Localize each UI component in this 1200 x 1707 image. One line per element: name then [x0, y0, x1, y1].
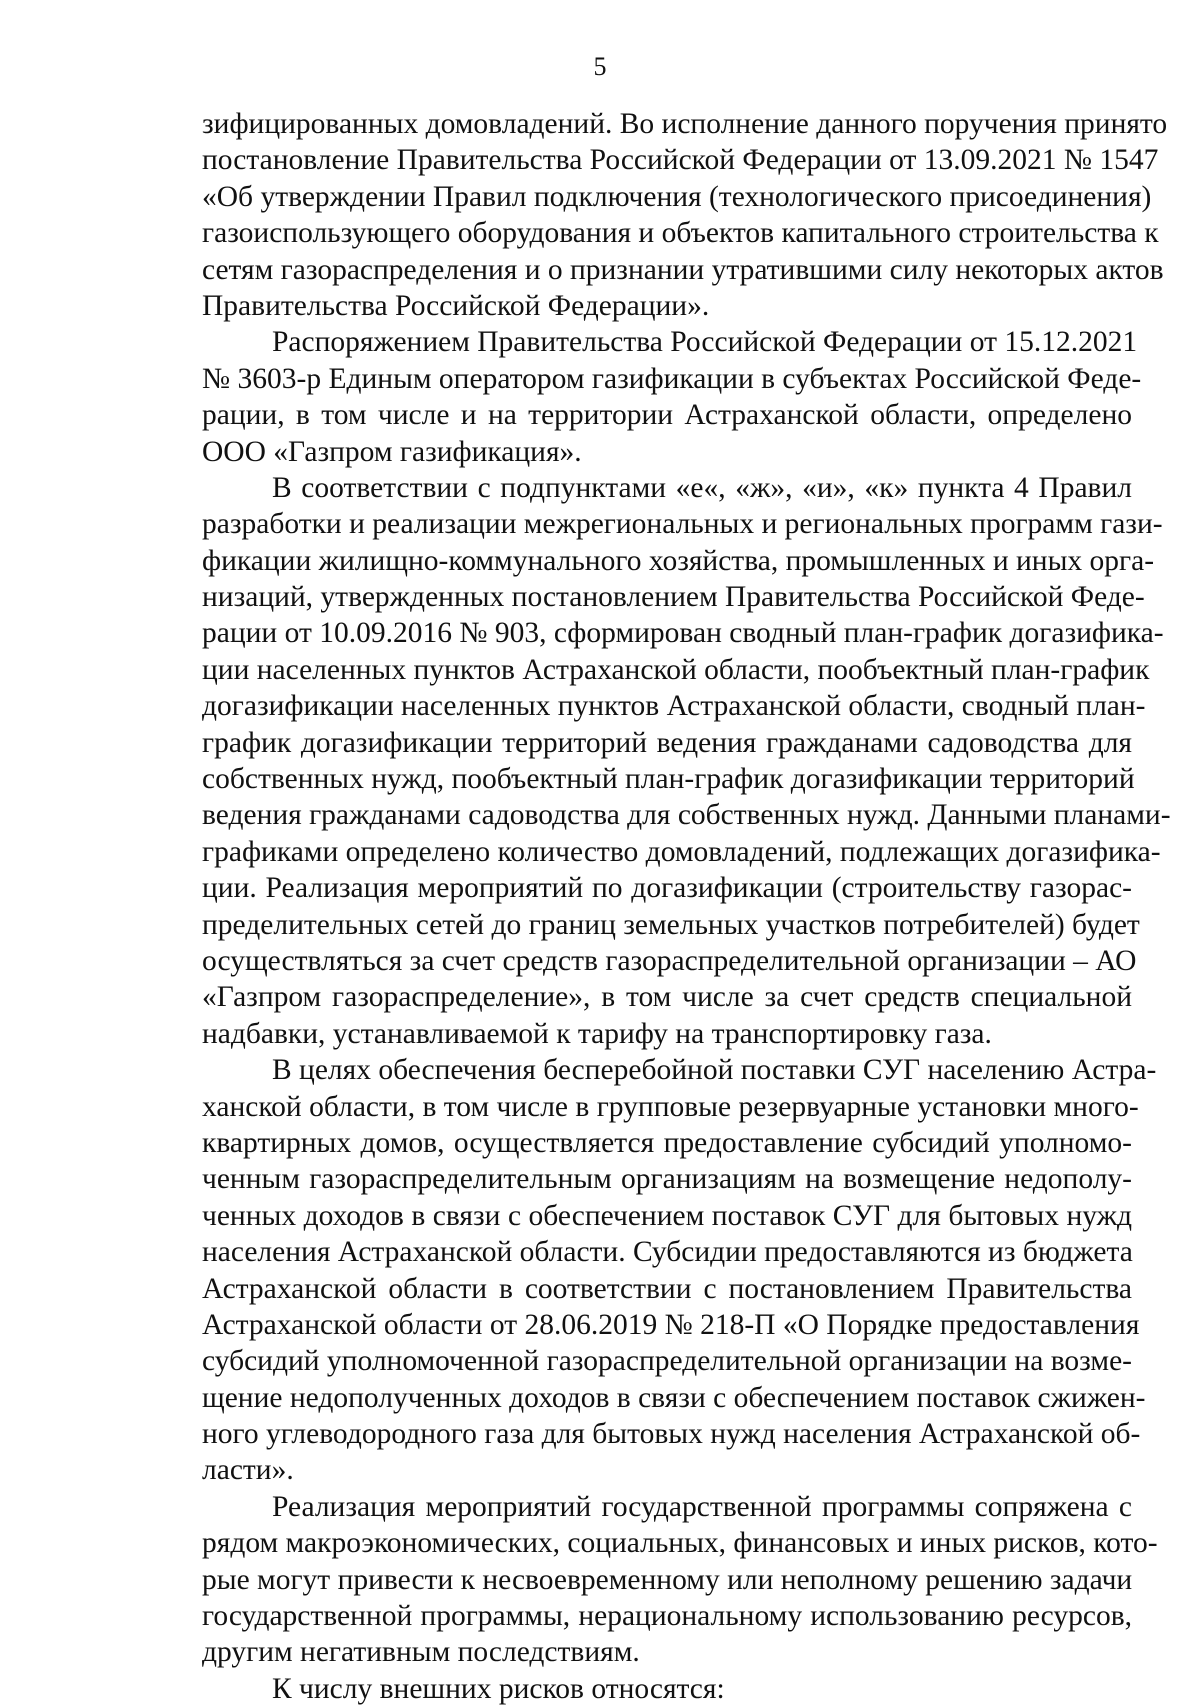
- text-line: Распоряжением Правительства Российской Федерации от 15.12.2021: [272, 326, 1138, 359]
- text-line: № 3603-р Единым оператором газификации в субъектах Российской Феде-: [202, 362, 1142, 395]
- text-line: рые могут привести к несвоевременному или неполному решению задачи: [202, 1563, 1133, 1596]
- text-line: ООО «Газпром газификация».: [202, 435, 582, 468]
- text-line: рядом макроэкономических, социальных, финансовых и иных рисков, кото-: [202, 1527, 1158, 1560]
- text-line: надбавки, устанавливаемой к тарифу на транспортировку газа.: [202, 1017, 992, 1050]
- text-line: пределительных сетей до границ земельных участков потребителей) будет: [202, 908, 1140, 941]
- text-line: «Газпром газораспределение», в том числе за счет средств специальной: [202, 981, 1132, 1014]
- text-line: график догазификации территорий ведения гражданами садоводства для: [202, 726, 1132, 759]
- text-line: населения Астраханской области. Субсидии предоставляются из бюджета: [202, 1236, 1133, 1269]
- text-line: Астраханской области в соответствии с постановлением Правительства: [202, 1272, 1132, 1305]
- text-line: рации, в том числе и на территории Астраханской области, определено: [202, 399, 1132, 432]
- text-line: ханской области, в том числе в групповые резервуарные установки много-: [202, 1090, 1139, 1123]
- text-line: ченных доходов в связи с обеспечением поставок СУГ для бытовых нужд: [202, 1199, 1132, 1232]
- text-line: газоиспользующего оборудования и объектов капитального строительства к: [202, 217, 1159, 250]
- text-line: низаций, утвержденных постановлением Правительства Российской Феде-: [202, 581, 1145, 614]
- text-line: фикации жилищно-коммунального хозяйства, промышленных и иных орга-: [202, 544, 1155, 577]
- body-text: [202, 106, 1171, 1707]
- text-line: собственных нужд, пообъектный план-график догазификации территорий: [202, 763, 1135, 796]
- text-line: «Об утверждении Правил подключения (технологического присоединения): [202, 180, 1152, 213]
- page-number: 5: [593, 52, 607, 81]
- text-line: Реализация мероприятий государственной программы сопряжена с: [272, 1490, 1132, 1523]
- text-line: разработки и реализации межрегиональных и региональных программ гази-: [202, 508, 1163, 541]
- text-line: Правительства Российской Федерации».: [202, 289, 710, 322]
- text-line: осуществляться за счет средств газораспределительной организации – АО: [202, 944, 1137, 977]
- text-line: догазификации населенных пунктов Астраханской области, сводный план-: [202, 690, 1146, 723]
- text-line: графиками определено количество домовладений, подлежащих догазифика-: [202, 835, 1161, 868]
- text-line: ного углеводородного газа для бытовых нужд населения Астраханской об-: [202, 1418, 1141, 1451]
- text-line: квартирных домов, осуществляется предоставление субсидий уполномо-: [202, 1126, 1132, 1159]
- text-line: В соответствии с подпунктами «е«, «ж», «и», «к» пункта 4 Правил: [272, 471, 1132, 504]
- text-line: ции. Реализация мероприятий по догазификации (строительству газорас-: [202, 872, 1132, 905]
- text-line: государственной программы, нерациональному использованию ресурсов,: [202, 1600, 1132, 1633]
- text-line: щение недополученных доходов в связи с обеспечением поставок сжижен-: [202, 1381, 1146, 1414]
- text-line: другим негативным последствиям.: [202, 1636, 640, 1669]
- text-line: Астраханской области от 28.06.2019 № 218-П «О Порядке предоставления: [202, 1308, 1140, 1341]
- text-line: постановление Правительства Российской Федерации от 13.09.2021 № 1547: [202, 144, 1159, 177]
- text-line: В целях обеспечения бесперебойной поставки СУГ населению Астра-: [272, 1054, 1157, 1087]
- text-line: ции населенных пунктов Астраханской области, пообъектный план-график: [202, 653, 1150, 686]
- text-line: рации от 10.09.2016 № 903, сформирован сводный план-график догазифика-: [202, 617, 1164, 650]
- text-line: ведения гражданами садоводства для собственных нужд. Данными планами-: [202, 799, 1171, 832]
- text-line: сетям газораспределения и о признании утратившими силу некоторых актов: [202, 253, 1164, 286]
- text-line: ченным газораспределительным организациям на возмещение недополу-: [202, 1163, 1132, 1196]
- text-line: ласти».: [202, 1454, 294, 1487]
- text-line: субсидий уполномоченной газораспределительной организации на возме-: [202, 1345, 1132, 1378]
- text-line: К числу внешних рисков относятся:: [272, 1672, 725, 1705]
- text-line: зифицированных домовладений. Во исполнение данного поручения принято: [202, 108, 1168, 140]
